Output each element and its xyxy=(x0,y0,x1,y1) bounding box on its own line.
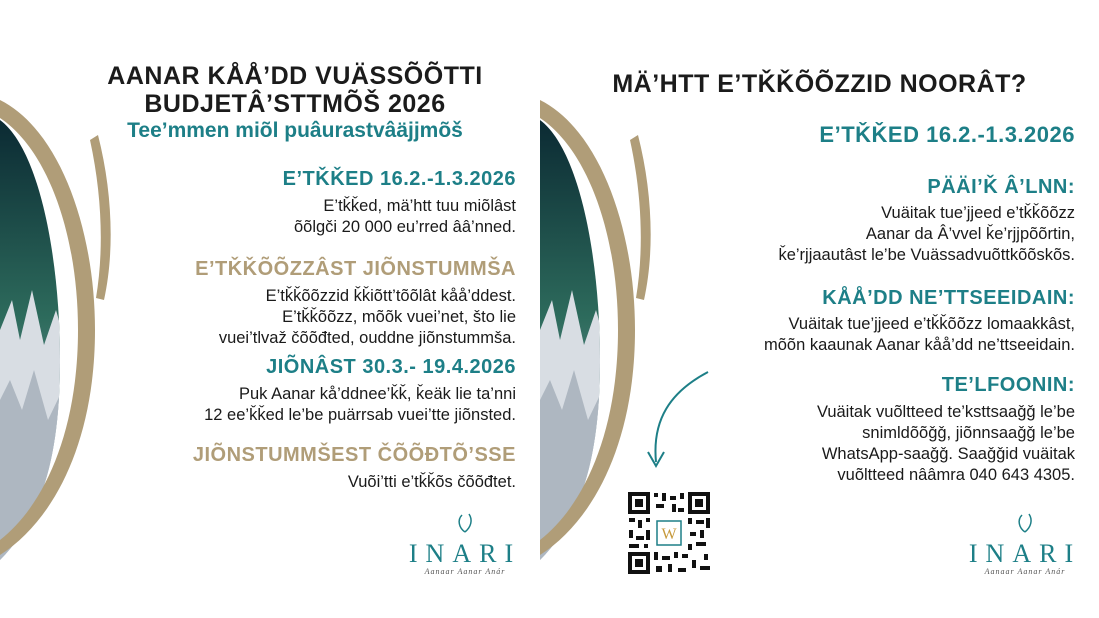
right-section-3-text: Vuäitak tue’jjeed e’tǩǩõõzz lomaakkâst, mõõn kaaunak Aanar kåå’dd ne’ttseeidain. xyxy=(764,315,1075,354)
right-section-2-text: Vuäitak tue’jjeed e’tǩǩõõzz Aanar da Â’vvel ǩe’rjjpõõrtin, ǩe’rjjaautâst le’be Vuässadvuõttkõõskõs. xyxy=(778,204,1075,264)
inari-logo-tagline: Aanaar Aanar Anár xyxy=(984,567,1066,576)
inari-swirl-icon xyxy=(1005,512,1045,534)
right-section-4-heading: TE’LFOONIN: xyxy=(941,374,1075,396)
arrow-curve xyxy=(655,372,708,462)
qr-center-logo: W xyxy=(661,526,677,543)
left-section-3-text: Puk Aanar kå’ddnee’ǩǩ, ǩeäk lie ta’nni 12 ee’ǩǩed le’be puärrsab vuei’tte jiõnsted. xyxy=(204,385,516,424)
left-section-2-text: E’tǩǩõõzzid ǩǩiõtt’tõõlât kåå’ddest. E’tǩǩõõzz, mõõk vuei’net, što lie vuei’tlvaž čõõđted, ouddne jiõnstummša. xyxy=(218,287,516,347)
right-section-4-text: Vuäitak vuõltteed te’ksttsaaǧǧ le’be snimldõõǧǧ, jiõnnsaaǧǧ le’be WhatsApp-saaǧǧ. Saaǧǧid vuäitak vuõltteed nââmra 040 643 4305. xyxy=(816,403,1075,484)
inari-logo-word: INARI xyxy=(968,539,1082,568)
right-section-1-heading: E’TǨǨED 16.2.-1.3.2026 xyxy=(819,122,1075,147)
inari-logo-left xyxy=(395,512,535,576)
left-subtitle: Tee’mmen miõl puâurastvâäjjmõš xyxy=(127,119,463,142)
inari-logo-right xyxy=(955,512,1095,576)
right-panel xyxy=(540,0,1099,618)
left-panel xyxy=(0,0,540,618)
left-section-2-heading: E’TǨǨÕÕZZÂST JIÕNSTUMMŠA xyxy=(195,258,516,280)
left-section-1-heading: E’TǨǨED 16.2.-1.3.2026 xyxy=(282,168,516,190)
inari-swirl-icon xyxy=(445,512,485,534)
right-title: MÄ’HTT E’TǨǨÕÕZZID NOORÂT? xyxy=(612,70,1027,98)
left-section-4-text: Vuõi’tti e’tǩǩõs čõõđtet. xyxy=(347,473,516,491)
left-section-1-text: E’tǩǩed, mä’htt tuu miõlâst õõlgči 20 000 eu’rred ââ’nned. xyxy=(293,197,516,236)
inari-logo-word: INARI xyxy=(408,539,522,568)
right-section-3-heading: KÅÅ’DD NE’TTSEEIDAIN: xyxy=(822,287,1075,309)
right-section-2-heading: PÄÄI’Ǩ Â’LNN: xyxy=(927,176,1075,198)
qr-code[interactable] xyxy=(626,490,712,576)
left-title-line-2: BUDJETÂ’STTMÕŠ 2026 xyxy=(144,90,446,118)
left-title-line-1: AANAR KÅÅ’DD VUÄSSÕÕTTI xyxy=(107,62,483,90)
left-section-4-heading: JIÕNSTUMMŠEST ČÕÕĐTÕ’SSE xyxy=(192,444,516,466)
left-section-3-heading: JIÕNÂST 30.3.- 19.4.2026 xyxy=(266,356,516,378)
inari-logo-tagline: Aanaar Aanar Anár xyxy=(424,567,506,576)
